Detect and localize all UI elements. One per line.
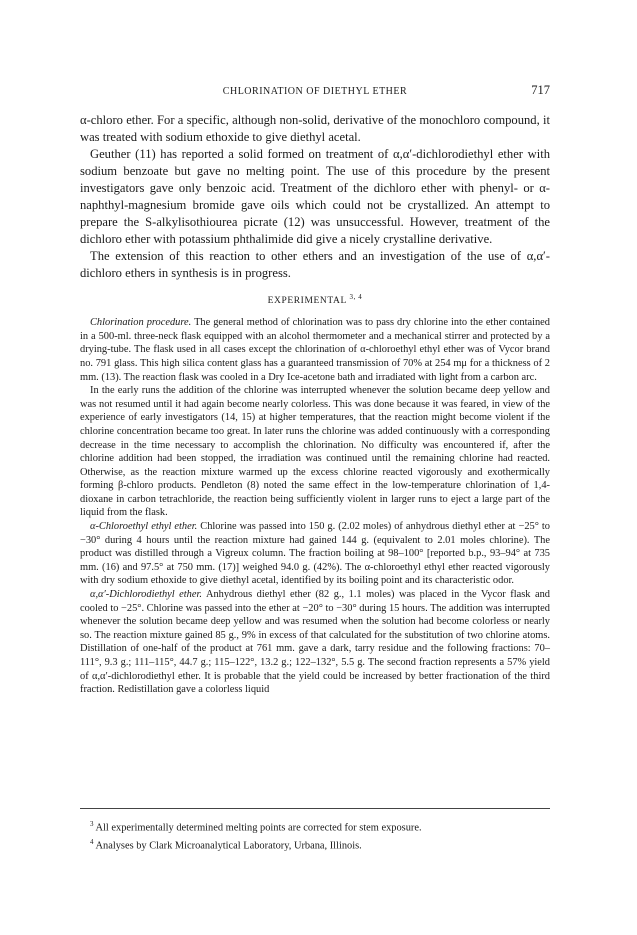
page-body xyxy=(80,112,550,697)
experimental-heading-text: EXPERIMENTAL xyxy=(267,296,347,307)
chlorination-text: The general method of chlorination was to pass dry chlorine into the ether contained in a 500-ml. three-neck flask equipped with an alcohol thermometer and a mechanical stirrer and protected by a drying-tube. The flask used in all cases except the chlorination of α-chloroethyl ethyl ether was of Vycor brand no. 791 glass. This high silica content glass has a guaranteed transmission of 70% at 254 mμ for a thickness of 2 mm. (13). The reaction flask was cooled in a Dry Ice-acetone bath and irradiated with light from a carbon arc. xyxy=(80,317,550,383)
footnote-3-text: All experimentally determined melting points are corrected for stem exposure. xyxy=(95,822,422,834)
running-head: CHLORINATION OF DIETHYL ETHER xyxy=(222,86,408,97)
experimental-heading xyxy=(80,293,550,306)
page-header xyxy=(80,83,550,101)
footnote-4-mark: 4 xyxy=(90,838,94,847)
monochloro-text: Chlorine was passed into 150 g. (2.02 moles) of anhydrous diethyl ether at −25° to −30° during 4 hours until the reaction mixture had gained 144 g. (equivalent to 2.01 moles chlorine). The product was distilled through a Vigreux column. The fraction boiling at 98–100° [reported b.p., 93–94° at 735 mm. (16) and 97.5° at 750 mm. (17)] weighed 94.0 g. (42%). The α-chloroethyl ethyl ether reacted vigorously with dry sodium ethoxide to give diethyl acetal, identified by its boiling point and its characteristic odor. xyxy=(80,521,550,587)
intro-paragraph-3: The extension of this reaction to other ethers and an investigation of the use of α,α′-dichloro ethers in synthesis is in progress. xyxy=(80,249,550,280)
intro-paragraph-2: Geuther (11) has reported a solid formed on treatment of α,α′-dichlorodiethyl ether with sodium benzoate but gave no melting point. The use of this procedure by the present investigators gave only benzoic acid. Treatment of the dichloro ether with phenyl- or α-naphthyl-magnesium bromide gave oils which could not be crystallized. An attempt to prepare the S-alkylisothiourea picrate (12) was unsuccessful. However, treatment of the dichloro ether with potassium phthalimide did give a nicely crystalline derivative. xyxy=(80,147,550,246)
dichloro-paragraph xyxy=(80,588,550,697)
experimental-heading-refs: 3, 4 xyxy=(349,293,363,301)
footnote-rule xyxy=(80,808,550,809)
footnote-3-mark: 3 xyxy=(90,820,94,828)
monochloro-paragraph xyxy=(80,520,550,588)
monochloro-title: α-Chloroethyl ethyl ether. xyxy=(90,521,198,533)
footnote-4 xyxy=(80,835,550,853)
dichloro-text: Anhydrous diethyl ether (82 g., 1.1 moles) was placed in the Vycor flask and cooled to −25°. Chlorine was passed into the ether at −20° to −30° during 15 hours. The addition was interrupted whenever the solution became deep yellow and was resumed when the solution had become colorless or nearly so. The reaction mixture gained 85 g., 9% in excess of that calculated for the substitution of two chlorine atoms. Distillation of one-half of the product at 761 mm. gave a dark, tarry residue and the following fractions: 70–111°, 9.3 g.; 111–115°, 44.7 g.; 115–122°, 13.2 g.; 122–132°, 5.5 g. The second fraction represents a 57% yield of α,α′-dichlorodiethyl ether. It is probable that the yield could be increased by better fractionation of the third fraction. Redistillation gave a colorless liquid xyxy=(80,589,551,696)
early-runs-paragraph: In the early runs the addition of the chlorine was interrupted whenever the solution became deep yellow and was not resumed until it had again become nearly colorless. This was done because it was feared, in view of the experience of early investigators (14, 15) at higher temperatures, that the reaction might become violent if the chlorine concentration became too great. In later runs the chlorine was added continuously with a corresponding decrease in the time necessary to accomplish the chlorination. No difficulty was encountered if, after the chlorine addition had been stopped, the irradiation was continued until the remaining chlorine had reacted. Otherwise, as the reaction mixture warmed up the excess chlorine reacted vigorously and exothermically forming β-chloro products. Pendleton (8) noted the same effect in the low-temperature chlorination of 1,4-dioxane in carbon tetrachloride, the reaction being sufficiently violent in larger runs to eject a large part of the liquid from the flask. xyxy=(80,385,550,519)
chlorination-title: Chlorination procedure. xyxy=(90,317,192,329)
intro-paragraph-1: α-chloro ether. For a specific, although non-solid, derivative of the monochloro compound, it was treated with sodium ethoxide to give diethyl acetal. xyxy=(80,113,550,144)
chlorination-paragraph xyxy=(80,316,550,384)
footnote-3 xyxy=(80,817,550,835)
footnote-4-text: Analyses by Clark Microanalytical Laboratory, Urbana, Illinois. xyxy=(95,840,362,852)
footnotes xyxy=(80,808,550,854)
dichloro-title: α,α′-Dichlorodiethyl ether. xyxy=(90,589,202,601)
page-number: 717 xyxy=(531,83,550,97)
